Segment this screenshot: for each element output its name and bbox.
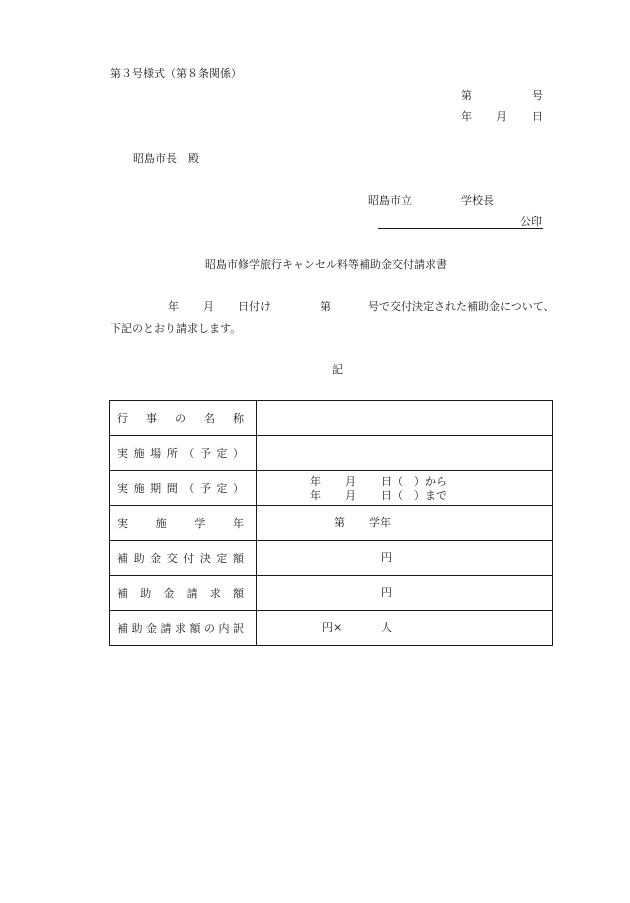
body-number-prefix: 第 [320,300,331,313]
table-label-cell [110,471,257,506]
date-year: 年 [461,110,472,123]
table-row [110,436,553,471]
decided-amount-label: 補助金交付決定額 [117,552,244,565]
body-month: 月 [203,300,214,313]
body-day-dated: 日付け [238,300,271,313]
addressee: 昭島市長 殿 [133,152,199,165]
grade-suffix: 学年 [369,516,391,529]
table-label-cell [110,611,257,646]
table-row [110,506,553,541]
doc-number-suffix: 号 [532,89,543,102]
breakdown-value[interactable] [257,611,553,646]
table-row [110,401,553,436]
table-label-cell [110,506,257,541]
period-value[interactable] [257,471,553,506]
official-seal: 公印 [520,215,542,228]
table-label-cell [110,541,257,576]
period-end-year: 年 [310,489,321,502]
form-number: 第３号様式（第８条関係） [110,67,242,80]
decided-amount-value[interactable] [257,541,553,576]
body-line2: 下記のとおり請求します。 [110,322,242,335]
grade-value[interactable] [257,506,553,541]
period-end-day: 日（ ）まで [381,489,447,502]
table-row [110,471,553,506]
date-month: 月 [496,110,507,123]
location-value[interactable] [257,436,553,471]
event-name-label: 行事の名称 [117,412,244,425]
table-label-cell [110,401,257,436]
request-table [109,400,553,646]
period-start-year: 年 [310,475,321,488]
request-amount-unit: 円 [381,586,392,599]
table-label-cell [110,576,257,611]
grade-prefix: 第 [334,516,345,529]
body-line1-rest: 号で交付決定された補助金について、 [368,300,555,313]
body-year: 年 [168,300,179,313]
location-label: 実施場所（予定） [117,447,244,460]
period-label: 実施期間（予定） [117,482,244,495]
school-suffix: 学校長 [461,194,494,207]
breakdown-unit-people: 人 [381,621,392,634]
request-amount-value[interactable] [257,576,553,611]
breakdown-unit-yen: 円× [322,621,343,634]
signature-line [378,228,543,229]
ki-heading: 記 [332,363,343,376]
period-start-day: 日（ ）から [381,475,447,488]
breakdown-label: 補助金請求額の内訳 [117,622,244,635]
document-title: 昭島市修学旅行キャンセル料等補助金交付請求書 [205,258,447,271]
event-name-value[interactable] [257,401,553,436]
table-row [110,576,553,611]
table-row [110,541,553,576]
request-amount-label: 補助金請求額 [117,587,244,600]
period-end-month: 月 [345,489,356,502]
grade-label: 実施学年 [117,517,244,530]
decided-amount-unit: 円 [381,551,392,564]
date-day: 日 [532,110,543,123]
period-start-month: 月 [345,475,356,488]
doc-number-prefix: 第 [461,89,472,102]
table-label-cell [110,436,257,471]
table-row [110,611,553,646]
school-prefix: 昭島市立 [368,194,412,207]
